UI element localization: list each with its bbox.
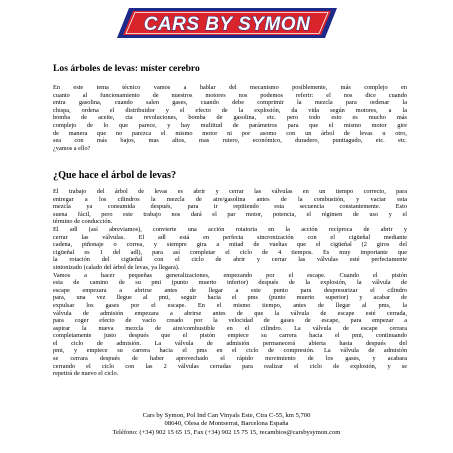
text-line: completamente justo después que el pistón empiece su carrera hacia el pmi, continuando <box>53 332 407 340</box>
text-line: escape empezara a abrirse antes de llegar a este punto para despresurizar el cilindro <box>53 286 407 294</box>
text-line: sea con más bajos, mas altos, mas rutero, económico, duradero, puntiagudo, etc. etc. <box>53 137 407 145</box>
text-line: la rotación del cigüeñal con el ciclo de abrir y cerrar las válvulas esté perfectamente <box>53 256 407 264</box>
text-line: expulsar los gases por el escape. En el mismo tiempo, antes de llegar al pms, la <box>53 301 407 309</box>
text-line: En este tema técnico vamos a hablar del mecanismo posiblemente, más complejo en <box>53 84 407 91</box>
text-line: complejo de lo que parece, y hay multitud de parámetros para que el mismo motor gire <box>53 121 407 129</box>
text-line: aspirar la nueva mezcla de aire/combustible en el cilindro. La válvula de escape cerrara <box>53 324 407 332</box>
section-heading: ¿Que hace el árbol de levas? <box>53 170 177 181</box>
intro-paragraph <box>53 84 407 152</box>
text-line: Vamos a hacer pequeñas generalizaciones, empezando por el escape. Cuando el pistón <box>53 271 407 279</box>
text-line: El adl (así abreviamos), convierte una acción rotatoria en la acción recíproca de abrir y <box>53 225 407 233</box>
text-line: El trabajo del árbol de levas es abrir y cerrar las válvulas en un tiempo correcto, para <box>53 188 407 195</box>
text-line: entra gasolina, cuando salen gases, cuando debe comprimir la mezcla para ordenar la <box>53 99 407 107</box>
text-line: chispa, ordena el distribuidor y el efecto de la explosión, da vida según motores, a la <box>53 106 407 114</box>
logo-text: CARS BY SYMON <box>143 14 311 35</box>
text-line: bomba de aceite, cta revoluciones, bomba de gasolina, etc. pero todo esto es mucho más <box>53 114 407 122</box>
text-line: para, una vez llegue al pmi, seguir hacia el pms (punto muerto superior) y acabar de <box>53 294 407 302</box>
body-paragraph <box>53 188 407 378</box>
text-line: repetirá de nuevo el ciclo. <box>53 370 119 378</box>
text-line: se cerrara después de haber aprovechado el rápido movimiento de los gases, y acabara <box>53 355 407 363</box>
text-line: válvula de admisión empezara a abrirse antes de que la válvula de escape esté cerrada, <box>53 309 407 317</box>
text-line: cuanto al funcionamiento de nuestros motores nos podemos referir: el nos dice cuando <box>53 91 407 99</box>
text-line: el ciclo de admisión. La válvula de admisión permanecerá abierta hasta después del <box>53 339 407 347</box>
text-line: pmi, y empiece su carrera hacia el pms en el ciclo de compresión. La válvula de admisión <box>53 347 407 355</box>
footer-address: Cars by Symon, Pol Ind Can Vinyals Este, Ctra C-55, km 5,700 <box>142 412 311 419</box>
text-line: cigüeñal es 1 del adl), para así completar el ciclo de 4 tiempos. Es muy importante que <box>53 248 407 256</box>
text-line: cerrando el ciclo con las 2 válvulas cerradas para realizar el ciclo de explosión, y se <box>53 362 407 370</box>
footer <box>0 412 453 437</box>
text-line: para coger efecto de vacío creado por la velocidad de gases de escape, para empezar a <box>53 317 407 325</box>
text-line: ¿vamos a ello? <box>53 144 91 152</box>
text-line: entregar a los cilindros la mezcla de aire/gasolina antes de la combustión, y vaciar esta <box>53 195 407 203</box>
text-line: sintonizado (calado del árbol de levas, ya llegara). <box>53 263 180 271</box>
text-line: de manera que no parezca el mismo motor ni por asomo con un árbol de levas u otro, <box>53 129 407 137</box>
cars-by-symon-logo <box>115 6 339 40</box>
text-line: mezcla ya consumida después, para ir repitiendo esta secuencia constantemente. Esto <box>53 203 407 211</box>
logo-graphic <box>115 6 339 40</box>
article-title: Los árboles de levas: míster cerebro <box>53 63 200 74</box>
text-line: suena fácil, pero este trabajo nos dará el par motor, potencia, el régimen de uso y el <box>53 210 407 218</box>
text-line: esta de camino de su pmi (punto muerto inferior) después de la explosión, la válvula de <box>53 279 407 287</box>
text-line: término de conducción. <box>53 218 113 226</box>
footer-city: 08640, Olesa de Montserrat, Barcelona España <box>164 420 289 428</box>
footer-contact: Teléfono: (+34) 902 15 65 15, Fax (+34) 902 15 75 15, recambios@carsbysymon.com <box>112 428 341 436</box>
text-line: cerrar las válvulas. El adl está en perfecta sincronización con el cigüeñal mediante <box>53 233 407 241</box>
text-line: cadena, piñonaje o correa, y siempre gira a mitad de vueltas que el cigüeñal (2 giros del <box>53 241 407 249</box>
